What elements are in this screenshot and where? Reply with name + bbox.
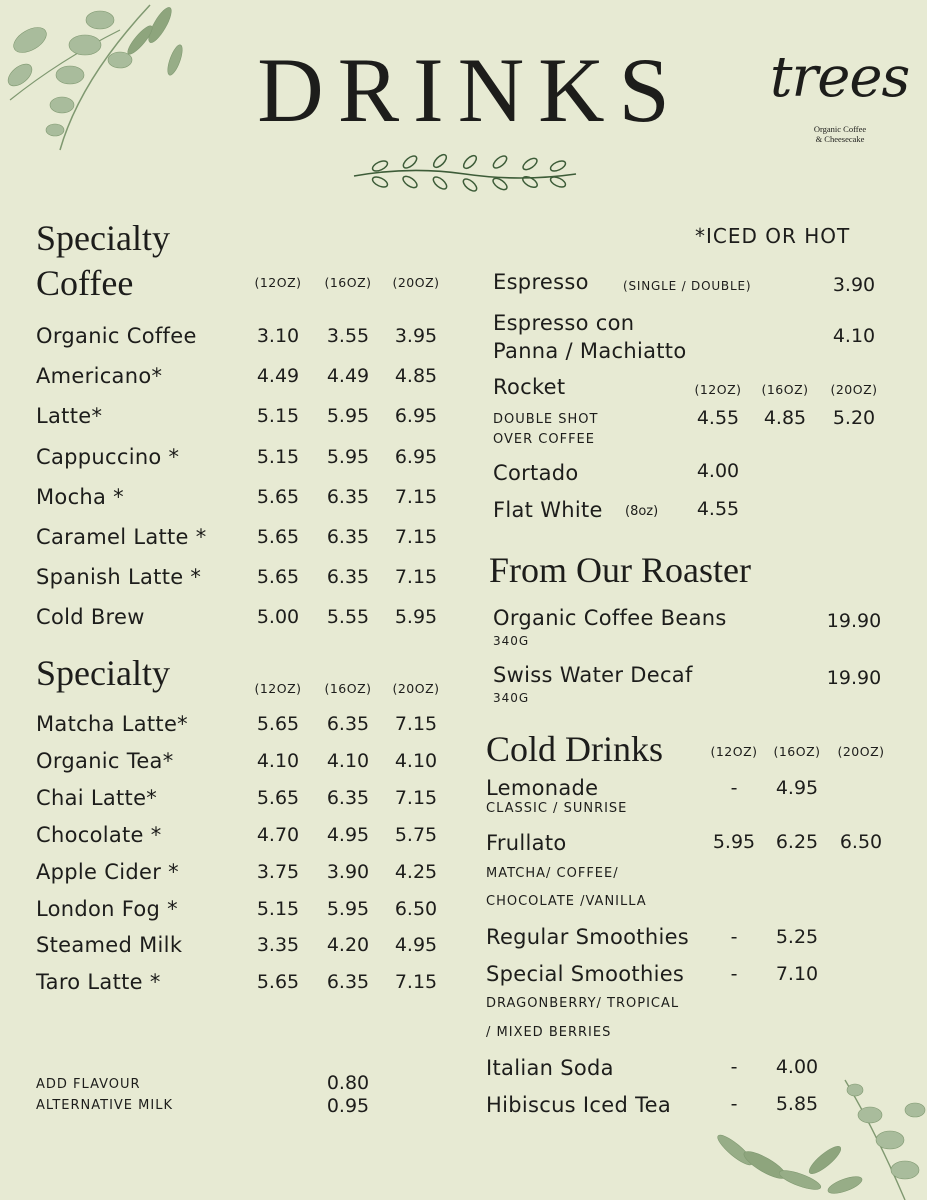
menu-item-price: - [730, 777, 738, 799]
menu-item-price: 5.65 [256, 566, 300, 589]
vine-ornament [350, 152, 580, 196]
menu-item-price: 4.20 [326, 934, 370, 957]
menu-item-name: Flat White [493, 498, 603, 522]
menu-item-price: 3.10 [256, 325, 300, 347]
menu-item-price: 6.35 [326, 713, 370, 735]
extra-price: 0.95 [326, 1095, 370, 1117]
size-label-12oz: (12OZ) [694, 382, 742, 397]
menu-item-price: 4.95 [775, 777, 819, 799]
menu-item-name: Italian Soda [486, 1056, 614, 1080]
menu-item-price: 3.90 [832, 274, 876, 296]
from-our-roaster-heading: From Our Roaster [489, 550, 751, 590]
specialty-heading: Specialty [36, 653, 170, 693]
menu-item-name: Rocket [493, 375, 566, 399]
menu-item-desc: DOUBLE SHOT [493, 412, 599, 427]
extra-price: 0.80 [326, 1072, 370, 1094]
menu-item-price: 5.95 [712, 831, 756, 853]
menu-item-name: Frullato [486, 831, 567, 855]
menu-item-name: Americano* [36, 364, 163, 389]
brand-tagline-line-1: Organic Coffee [813, 124, 867, 134]
menu-item-price: 6.25 [775, 831, 819, 853]
menu-item-price: 6.35 [326, 786, 370, 809]
menu-item-price: 4.95 [326, 823, 370, 846]
menu-item-name: Chai Latte* [36, 785, 158, 810]
extra-name: ALTERNATIVE MILK [36, 1098, 173, 1113]
menu-item-price: 6.35 [326, 485, 370, 508]
menu-item-price: - [730, 963, 738, 985]
size-label-16oz: (16OZ) [761, 382, 809, 397]
size-label-16oz: (16OZ) [773, 744, 821, 759]
menu-item-name: Spanish Latte * [36, 565, 202, 590]
menu-item-price: 4.85 [394, 365, 438, 388]
menu-item-name: Special Smoothies [486, 962, 685, 986]
menu-item-price: 19.90 [826, 610, 882, 632]
menu-item-price: 4.49 [326, 365, 370, 388]
menu-item-price: 4.85 [763, 407, 807, 429]
size-label-20oz: (20OZ) [837, 744, 885, 759]
menu-item-price: 6.95 [394, 445, 438, 468]
size-label-16oz: (16OZ) [324, 275, 372, 290]
menu-item-price: 4.55 [696, 407, 740, 429]
menu-item-desc: CLASSIC / SUNRISE [486, 801, 628, 816]
menu-item-price: - [730, 1056, 738, 1078]
menu-item-price: 6.35 [326, 971, 370, 994]
brand-tagline [790, 124, 890, 144]
menu-item-price: 3.55 [326, 325, 370, 347]
extra-name: ADD FLAVOUR [36, 1077, 141, 1092]
menu-item-price: 4.10 [256, 749, 300, 772]
menu-item-price: 5.95 [326, 405, 370, 428]
menu-item-name: Organic Tea* [36, 748, 174, 773]
menu-item-price: 4.00 [775, 1056, 819, 1078]
menu-item-price: 4.10 [832, 325, 876, 347]
menu-item-name: Matcha Latte* [36, 712, 188, 736]
menu-item-price: 6.50 [839, 831, 883, 853]
size-label-12oz: (12OZ) [710, 744, 758, 759]
menu-item-price: 5.65 [256, 971, 300, 994]
menu-item-price: - [730, 926, 738, 948]
menu-item-price: 7.15 [394, 971, 438, 994]
menu-item-name: Organic Coffee Beans [493, 606, 727, 630]
menu-item-weight: 340G [493, 634, 530, 648]
menu-item-price: 4.25 [394, 860, 438, 883]
menu-item-name: Steamed Milk [36, 933, 183, 958]
specialty-coffee-heading-line-2: Coffee [36, 263, 134, 303]
menu-item-name: Mocha * [36, 484, 124, 509]
menu-item-note: (SINGLE / DOUBLE) [623, 279, 752, 293]
menu-item-price: 3.75 [256, 860, 300, 883]
menu-item-price: 6.35 [326, 566, 370, 589]
cold-drinks-heading: Cold Drinks [486, 729, 664, 769]
menu-item-name: London Fog * [36, 896, 178, 921]
menu-item-name: Organic Coffee [36, 324, 197, 348]
size-label-12oz: (12OZ) [254, 275, 302, 290]
menu-item-price: 5.65 [256, 485, 300, 508]
menu-item-price: 5.95 [326, 445, 370, 468]
menu-item-price: 5.95 [326, 897, 370, 920]
menu-item-price: 7.15 [394, 786, 438, 809]
page-title: DRINKS [257, 39, 684, 141]
menu-item-price: 5.25 [775, 926, 819, 948]
menu-item-price: 7.15 [394, 713, 438, 735]
menu-item-price: 5.55 [326, 606, 370, 629]
menu-item-name: Chocolate * [36, 822, 162, 847]
menu-item-name: Apple Cider * [36, 859, 179, 884]
menu-item-price: 3.35 [256, 934, 300, 957]
menu-item-name: Panna / Machiatto [493, 339, 687, 363]
menu-item-name: Hibiscus Iced Tea [486, 1093, 672, 1117]
menu-item-price: 7.15 [394, 485, 438, 508]
iced-or-hot-note: *ICED OR HOT [695, 224, 851, 248]
menu-item-price: 7.15 [394, 526, 438, 548]
menu-item-price: 3.95 [394, 325, 438, 347]
menu-item-price: 5.00 [256, 606, 300, 629]
menu-item-name: Espresso con [493, 311, 635, 335]
menu-item-price: 5.65 [256, 526, 300, 548]
menu-item-note: (8oz) [625, 504, 659, 519]
menu-item-price: 5.85 [775, 1093, 819, 1115]
menu-item-price: 4.95 [394, 934, 438, 957]
menu-item-price: 5.75 [394, 823, 438, 846]
menu-item-name: Espresso [493, 270, 589, 294]
menu-item-weight: 340G [493, 691, 530, 705]
menu-item-desc: MATCHA/ COFFEE/ [486, 866, 619, 881]
menu-item-price: 5.65 [256, 786, 300, 809]
menu-item-name: Taro Latte * [36, 970, 161, 995]
menu-item-price: 5.65 [256, 713, 300, 735]
menu-item-price: 5.15 [256, 405, 300, 428]
menu-item-name: Regular Smoothies [486, 925, 690, 949]
brand-tagline-line-2: & Cheesecake [815, 134, 865, 144]
specialty-coffee-heading-line-1: Specialty [36, 218, 170, 258]
menu-item-price: 4.49 [256, 365, 300, 388]
menu-item-price: 4.00 [696, 460, 740, 482]
menu-item-price: 5.15 [256, 897, 300, 920]
menu-item-name: Cold Brew [36, 605, 145, 630]
size-label-12oz: (12OZ) [254, 681, 302, 696]
size-label-20oz: (20OZ) [392, 275, 440, 290]
menu-item-price: 7.10 [775, 963, 819, 985]
menu-item-price: 4.70 [256, 823, 300, 846]
menu-item-desc: OVER COFFEE [493, 432, 595, 447]
menu-item-price: - [730, 1093, 738, 1115]
menu-item-price: 6.35 [326, 526, 370, 548]
menu-item-price: 4.10 [326, 749, 370, 772]
menu-item-name: Cappuccino * [36, 444, 180, 469]
size-label-16oz: (16OZ) [324, 681, 372, 696]
menu-item-price: 5.20 [832, 407, 876, 429]
menu-item-price: 7.15 [394, 566, 438, 589]
size-label-20oz: (20OZ) [392, 681, 440, 696]
menu-item-price: 6.95 [394, 405, 438, 428]
menu-item-price: 19.90 [826, 667, 882, 689]
menu-item-name: Latte* [36, 404, 103, 429]
menu-item-desc: DRAGONBERRY/ TROPICAL [486, 996, 680, 1011]
eucalyptus-bottom-right-decoration [705, 1070, 927, 1200]
menu-item-name: Lemonade [486, 776, 599, 800]
menu-item-name: Swiss Water Decaf [493, 663, 693, 687]
menu-item-price: 5.95 [394, 606, 438, 629]
brand-logo: trees [770, 45, 910, 110]
menu-item-price: 6.50 [394, 897, 438, 920]
size-label-20oz: (20OZ) [830, 382, 878, 397]
menu-item-price: 5.15 [256, 445, 300, 468]
menu-item-desc: CHOCOLATE /VANILLA [486, 894, 647, 909]
menu-item-name: Caramel Latte * [36, 525, 207, 549]
menu-item-name: Cortado [493, 461, 579, 485]
menu-item-price: 4.55 [696, 498, 740, 520]
menu-item-desc: / MIXED BERRIES [486, 1025, 612, 1040]
menu-item-price: 4.10 [394, 749, 438, 772]
menu-item-price: 3.90 [326, 860, 370, 883]
